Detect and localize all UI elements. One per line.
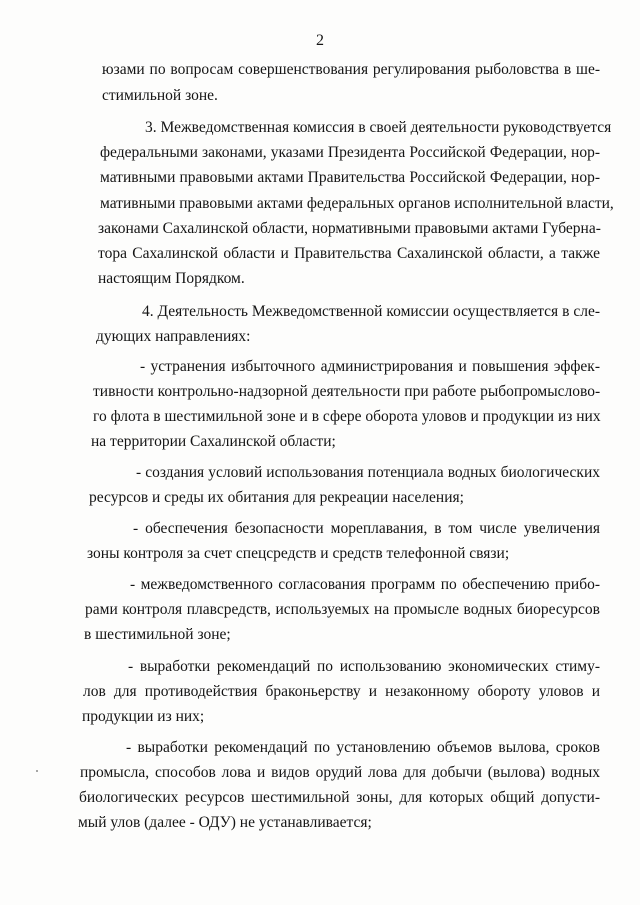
text-line: тивности контрольно-надзорной деятельности при работе рыбопромыслово- [93, 383, 601, 400]
text-line: рами контроля плавсредств, используемых на промысле водных биоресурсов [85, 601, 600, 618]
text-line: 3. Межведомственная комиссия в своей деятельности руководствуется [145, 119, 612, 136]
text-line: биологических ресурсов шестимильной зоны, для которых общий допусти- [79, 789, 600, 806]
text-line: мый улов (далее - ОДУ) не устанавливается; [78, 814, 372, 831]
text-line: стимильной зоне. [102, 87, 218, 104]
text-line: - обеспечения безопасности мореплавания, в том числе увеличения [133, 520, 600, 537]
text-line: продукции из них; [82, 708, 205, 725]
text-line: зоны контроля за счет спецсредств и средств телефонной связи; [87, 545, 510, 562]
text-line: юзами по вопросам совершенствования регулирования рыболовства в ше- [102, 61, 600, 78]
text-line: го флота в шестимильной зоне и в сфере оборота уловов и продукции из них [93, 408, 601, 425]
text-line: - выработки рекомендаций по использованию экономических стиму- [128, 658, 600, 675]
text-line: - выработки рекомендаций по установлению объемов вылова, сроков [126, 739, 600, 756]
text-line: лов для противодействия браконьерству и незаконному обороту уловов и [83, 683, 600, 700]
text-line: - межведомственного согласования программ по обеспечению прибо- [130, 576, 600, 593]
text-line: мативными правовыми актами федеральных органов исполнительной власти, [100, 195, 614, 212]
text-line: 4. Деятельность Межведомственной комиссии осуществляется в сле- [142, 303, 600, 320]
scan-speck [36, 770, 38, 772]
text-line: тора Сахалинской области и Правительства Сахалинской области, а также [98, 245, 600, 262]
text-line: дующих направлениях: [96, 328, 251, 345]
text-line: законами Сахалинской области, нормативными правовыми актами Губерна- [98, 220, 601, 237]
text-line: на территории Сахалинской области; [91, 433, 336, 450]
page-number: 2 [316, 32, 324, 49]
text-line: - создания условий использования потенциала водных биологических [136, 464, 600, 481]
text-line: промысла, способов лова и видов орудий лова для добычи (вылова) водных [80, 764, 600, 781]
text-line: в шестимильной зоне; [84, 626, 231, 643]
text-line: - устранения избыточного администрирования и повышения эффек- [140, 358, 600, 375]
text-line: федеральными законами, указами Президента Российской Федерации, нор- [100, 144, 600, 161]
text-line: настоящим Порядком. [98, 270, 245, 287]
text-line: мативными правовыми актами Правительства Российской Федерации, нор- [100, 169, 600, 186]
text-line: ресурсов и среды их обитания для рекреации населения; [89, 489, 464, 506]
